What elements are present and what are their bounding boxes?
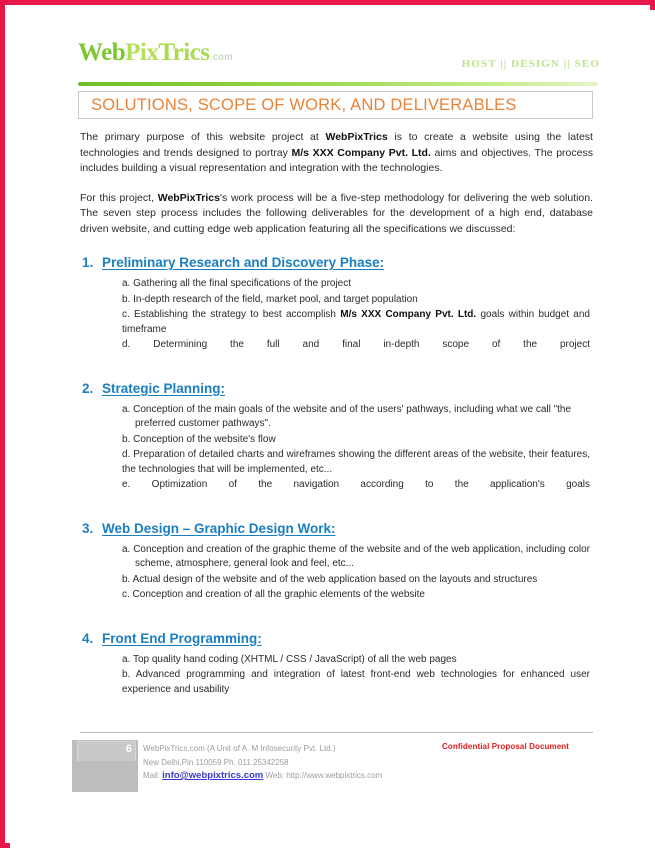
section-4-title: Front End Programming: bbox=[102, 630, 262, 646]
intro-p1-text-2: is to create a website using the latest technologies and trends designed to portray bbox=[80, 131, 593, 159]
list-item: a. Conception of the main goals of the website and of the users' pathways, including what we call "the preferred customer pathways". bbox=[122, 403, 572, 429]
footer-mail-label: Mail: bbox=[143, 771, 160, 780]
list-item: a. Top quality hand coding (XHTML / CSS / JavaScript) of all the web pages bbox=[122, 653, 457, 665]
page-title: SOLUTIONS, SCOPE OF WORK, AND DELIVERABLES bbox=[91, 96, 517, 114]
footer-line-address: New Delhi,Pin 110059 Ph. 011 25342258 bbox=[143, 757, 289, 767]
page-header bbox=[10, 10, 655, 78]
footer-email-link[interactable]: info@webpixtrics.com bbox=[162, 770, 264, 781]
list-item: c. Conception and creation of all the graphic elements of the website bbox=[122, 589, 425, 600]
list-item-bold: M/s XXX Company Pvt. Ltd. bbox=[340, 309, 477, 320]
page-title-box bbox=[78, 91, 593, 119]
page-footer bbox=[10, 732, 655, 802]
list-item: b. Conception of the website's flow bbox=[122, 433, 276, 445]
section-4-number: 4. bbox=[82, 630, 94, 646]
section-1-heading bbox=[80, 253, 593, 273]
list-item: b. In-depth research of the field, market pool, and target population bbox=[122, 293, 418, 305]
intro-paragraph-1 bbox=[80, 130, 593, 177]
intro-p1-bold-2: M/s XXX Company Pvt. Ltd. bbox=[291, 146, 431, 159]
intro-p2-text-1: For this project, bbox=[80, 191, 158, 204]
section-4-items bbox=[122, 653, 590, 698]
footer-contact-info bbox=[143, 742, 382, 783]
header-nav-links[interactable]: HOST || DESIGN || SEO bbox=[461, 58, 600, 70]
section-4-heading bbox=[80, 629, 593, 649]
confidential-notice: Confidential Proposal Document bbox=[442, 742, 570, 751]
section-2-heading bbox=[80, 379, 593, 399]
footer-web-url: Web: http://www.webpixtrics.com bbox=[265, 771, 383, 780]
section-3-items bbox=[122, 543, 590, 603]
intro-p1-bold-1: WebPixTrics bbox=[325, 131, 388, 143]
page-sheet bbox=[10, 10, 655, 848]
section-3 bbox=[80, 519, 593, 603]
section-2-number: 2. bbox=[82, 380, 94, 396]
list-item bbox=[122, 308, 590, 337]
section-3-heading bbox=[80, 519, 593, 539]
header-divider-rule bbox=[78, 82, 598, 86]
intro-paragraph-2 bbox=[80, 191, 593, 238]
section-2-title: Strategic Planning: bbox=[102, 380, 226, 396]
footer-divider bbox=[80, 732, 593, 733]
list-item: b. Actual design of the website and of the web application based on the layouts and structures bbox=[122, 573, 538, 585]
intro-p1-text-1: The primary purpose of this website project at bbox=[80, 131, 326, 143]
logo-part-web: Web bbox=[78, 39, 126, 66]
logo-tld: .com bbox=[209, 52, 234, 63]
logo-part-trics: Trics bbox=[158, 39, 210, 66]
list-item: a. Conception and creation of the graphic theme of the website and of the web application, including color scheme, atmosphere, general look and feel, etc... bbox=[122, 543, 590, 569]
intro-p2-bold-1: WebPixTrics bbox=[157, 191, 220, 204]
page-number: 6 bbox=[125, 743, 132, 755]
list-item: e. Optimization of the navigation according to the application's goals bbox=[122, 479, 590, 490]
logo-part-pix: Pix bbox=[125, 39, 159, 66]
document-content bbox=[80, 130, 593, 698]
section-1-number: 1. bbox=[82, 255, 94, 270]
section-1 bbox=[80, 253, 593, 353]
list-item: a. Gathering all the final specifications of the project bbox=[122, 278, 352, 289]
section-1-items bbox=[122, 277, 590, 353]
footer-line-company: WebPixTrics.com (A Unit of A. M Infosecurity Pvt. Ltd.) bbox=[143, 744, 336, 753]
section-1-title: Preliminary Research and Discovery Phase: bbox=[102, 255, 385, 270]
list-item-pre: c. Establishing the strategy to best accomplish bbox=[122, 309, 341, 320]
page-number-block bbox=[72, 740, 138, 792]
section-4 bbox=[80, 629, 593, 698]
section-2-items bbox=[122, 403, 590, 493]
list-item: d. Determining the full and final in-depth scope of the project bbox=[122, 339, 590, 350]
footer-line-contact bbox=[143, 769, 382, 783]
intro-p2-text-2: 's work process will be a five-step methodology for delivering the web solution. The seven step process includes the following deliverables for the development of a high end, database driven website, and cutting edge web application featuring all the specifications we discussed: bbox=[80, 191, 593, 235]
section-3-number: 3. bbox=[82, 520, 94, 536]
list-item-post: goals within budget and timeframe bbox=[122, 309, 590, 335]
list-item: d. Preparation of detailed charts and wireframes showing the different areas of the website, their features, the technologies that will be implemented, etc... bbox=[122, 449, 590, 475]
section-2 bbox=[80, 379, 593, 493]
site-logo[interactable] bbox=[78, 40, 233, 65]
section-3-title: Web Design – Graphic Design Work: bbox=[102, 520, 336, 536]
intro-p1-text-3: aims and objectives. The process includes building a visual representation and integration with the technologies. bbox=[80, 146, 593, 174]
list-item: b. Advanced programming and integration of latest front-end web technologies for enhanced user experience and usability bbox=[122, 669, 590, 695]
